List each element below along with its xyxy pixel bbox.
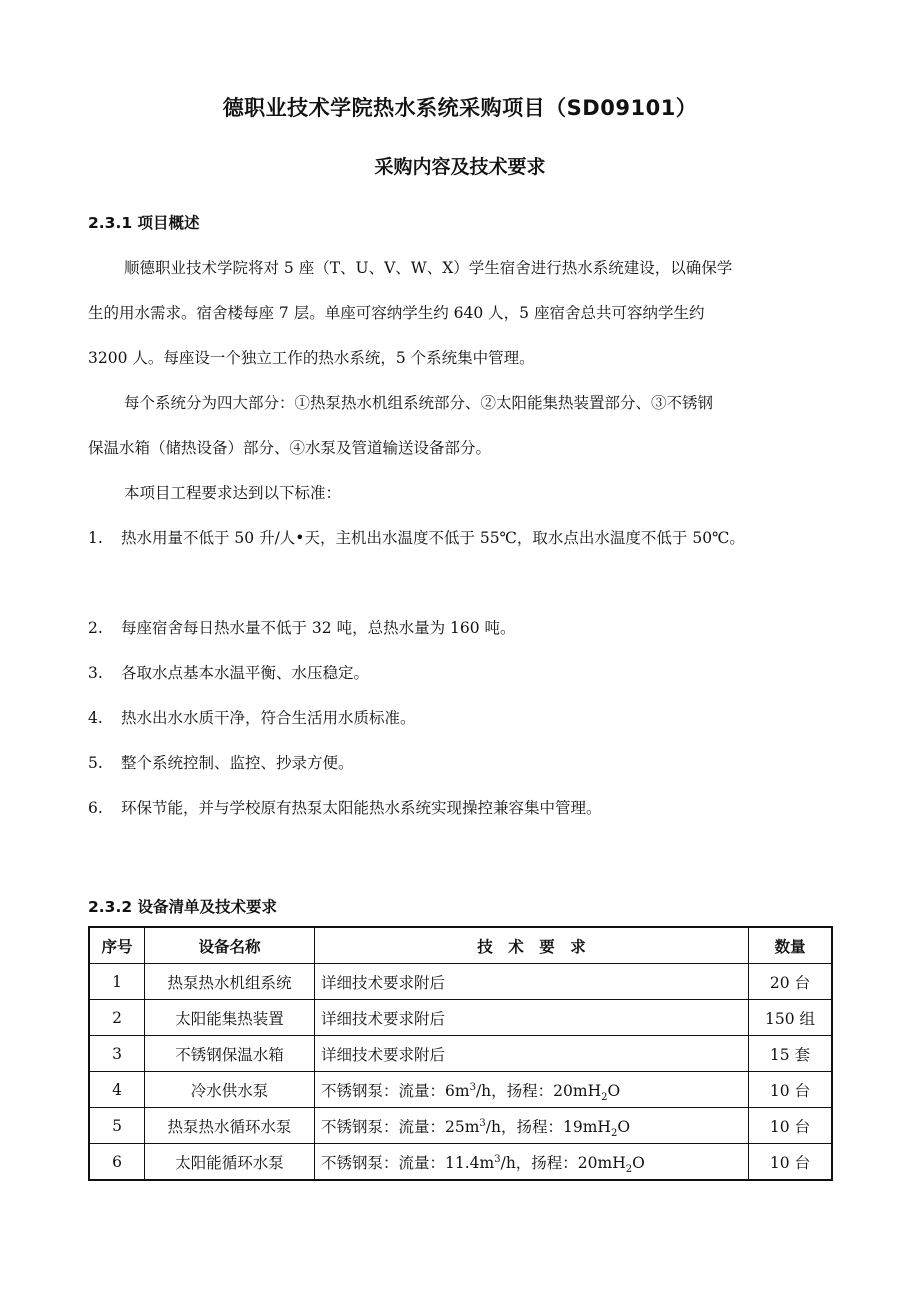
superscript: 3: [469, 1081, 476, 1093]
list-item-text: 各取水点基本水温平衡、水压稳定。: [121, 664, 370, 682]
section-heading-equipment: 2.3.2 设备清单及技术要求: [88, 898, 278, 916]
list-item-text: 每座宿舍每日热水量不低于 32 吨，总热水量为 160 吨。: [121, 619, 516, 637]
cell-no: 2: [89, 1000, 145, 1036]
cell-no: 4: [89, 1072, 145, 1108]
table-header-row: [89, 927, 832, 964]
column-header-quantity: 数量: [749, 927, 833, 964]
req-text: /h，扬程：20mH: [500, 1153, 626, 1172]
subscript: 2: [610, 1127, 618, 1139]
cell-no: 1: [89, 964, 145, 1000]
table-row: [89, 1000, 832, 1036]
req-text: /h，扬程：19mH: [485, 1117, 611, 1136]
paragraph-line: 顺德职业技术学院将对 5 座（T、U、V、W、X）学生宿舍进行热水系统建设，以确保学: [124, 259, 733, 277]
subscript: 2: [601, 1091, 608, 1103]
table-row: [89, 1144, 832, 1181]
paragraph-line: 3200 人。每座设一个独立工作的热水系统，5 个系统集中管理。: [88, 349, 535, 367]
table-row: [89, 1036, 832, 1072]
cell-no: 5: [89, 1108, 145, 1144]
list-item-text: 热水出水水质干净，符合生活用水质标准。: [121, 709, 416, 727]
cell-name: 太阳能循环水泵: [145, 1144, 315, 1181]
list-item-number: 3.: [88, 664, 103, 682]
paragraph-line: 保温水箱（储热设备）部分、④水泵及管道输送设备部分。: [88, 439, 492, 457]
list-item: [88, 751, 354, 773]
cell-name: 太阳能集热装置: [145, 1000, 315, 1036]
section-heading-overview: 2.3.1 项目概述: [88, 214, 200, 232]
cell-no: 6: [89, 1144, 145, 1181]
list-item-number: 5.: [88, 754, 103, 772]
list-item-number: 2.: [88, 619, 103, 637]
column-header-name: 设备名称: [145, 927, 315, 964]
cell-requirements: 详细技术要求附后: [315, 1036, 749, 1072]
cell-quantity: 150 组: [749, 1000, 833, 1036]
list-item-number: 6.: [88, 799, 103, 817]
cell-requirements: [315, 1108, 749, 1144]
document-subtitle: 采购内容及技术要求: [374, 156, 546, 178]
req-text: 不锈钢泵：流量：11.4m: [321, 1153, 495, 1172]
column-header-no: 序号: [89, 927, 145, 964]
cell-quantity: 10 台: [749, 1108, 833, 1144]
list-item-text: 环保节能，并与学校原有热泵太阳能热水系统实现操控兼容集中管理。: [121, 799, 602, 817]
column-header-requirements: 技 术 要 求: [315, 927, 749, 964]
list-item: [88, 706, 416, 728]
list-item-number: 4.: [88, 709, 103, 727]
cell-name: 热泵热水循环水泵: [145, 1108, 315, 1144]
cell-requirements: [315, 1072, 749, 1108]
cell-name: 不锈钢保温水箱: [145, 1036, 315, 1072]
list-item: [88, 616, 516, 638]
equipment-table: [88, 926, 833, 1181]
list-item-text: 热水用量不低于 50 升/人•天，主机出水温度不低于 55℃，取水点出水温度不低于 50℃。: [121, 529, 745, 547]
table-row: [89, 964, 832, 1000]
superscript: 3: [479, 1117, 486, 1129]
cell-quantity: 10 台: [749, 1072, 833, 1108]
list-item-number: 1.: [88, 529, 103, 547]
superscript: 3: [494, 1153, 501, 1165]
req-text: 不锈钢泵：流量：6m: [321, 1081, 470, 1100]
cell-requirements: 详细技术要求附后: [315, 964, 749, 1000]
table-row: [89, 1072, 832, 1108]
cell-quantity: 10 台: [749, 1144, 833, 1181]
req-text: O: [607, 1081, 621, 1100]
cell-requirements: 详细技术要求附后: [315, 1000, 749, 1036]
cell-requirements: [315, 1144, 749, 1181]
paragraph-line: 每个系统分为四大部分：①热泵热水机组系统部分、②太阳能集热装置部分、③不锈钢: [124, 394, 714, 412]
paragraph-line: 本项目工程要求达到以下标准：: [124, 484, 342, 502]
req-text: 不锈钢泵：流量：25m: [321, 1117, 480, 1136]
cell-quantity: 15 套: [749, 1036, 833, 1072]
subscript: 2: [625, 1163, 633, 1175]
cell-name: 冷水供水泵: [145, 1072, 315, 1108]
cell-quantity: 20 台: [749, 964, 833, 1000]
paragraph-line: 生的用水需求。宿舍楼每座 7 层。单座可容纳学生约 640 人，5 座宿舍总共可容纳学生约: [88, 304, 705, 322]
cell-name: 热泵热水机组系统: [145, 964, 315, 1000]
list-item: [88, 661, 369, 683]
list-item: [88, 796, 602, 818]
list-item-text: 整个系统控制、监控、抄录方便。: [121, 754, 354, 772]
req-text: O: [617, 1117, 631, 1136]
document-title: 德职业技术学院热水系统采购项目（SD09101）: [222, 96, 698, 120]
cell-no: 3: [89, 1036, 145, 1072]
req-text: O: [632, 1153, 645, 1172]
req-text: /h，扬程：20mH: [475, 1081, 602, 1100]
list-item: [88, 526, 745, 548]
table-row: [89, 1108, 832, 1144]
